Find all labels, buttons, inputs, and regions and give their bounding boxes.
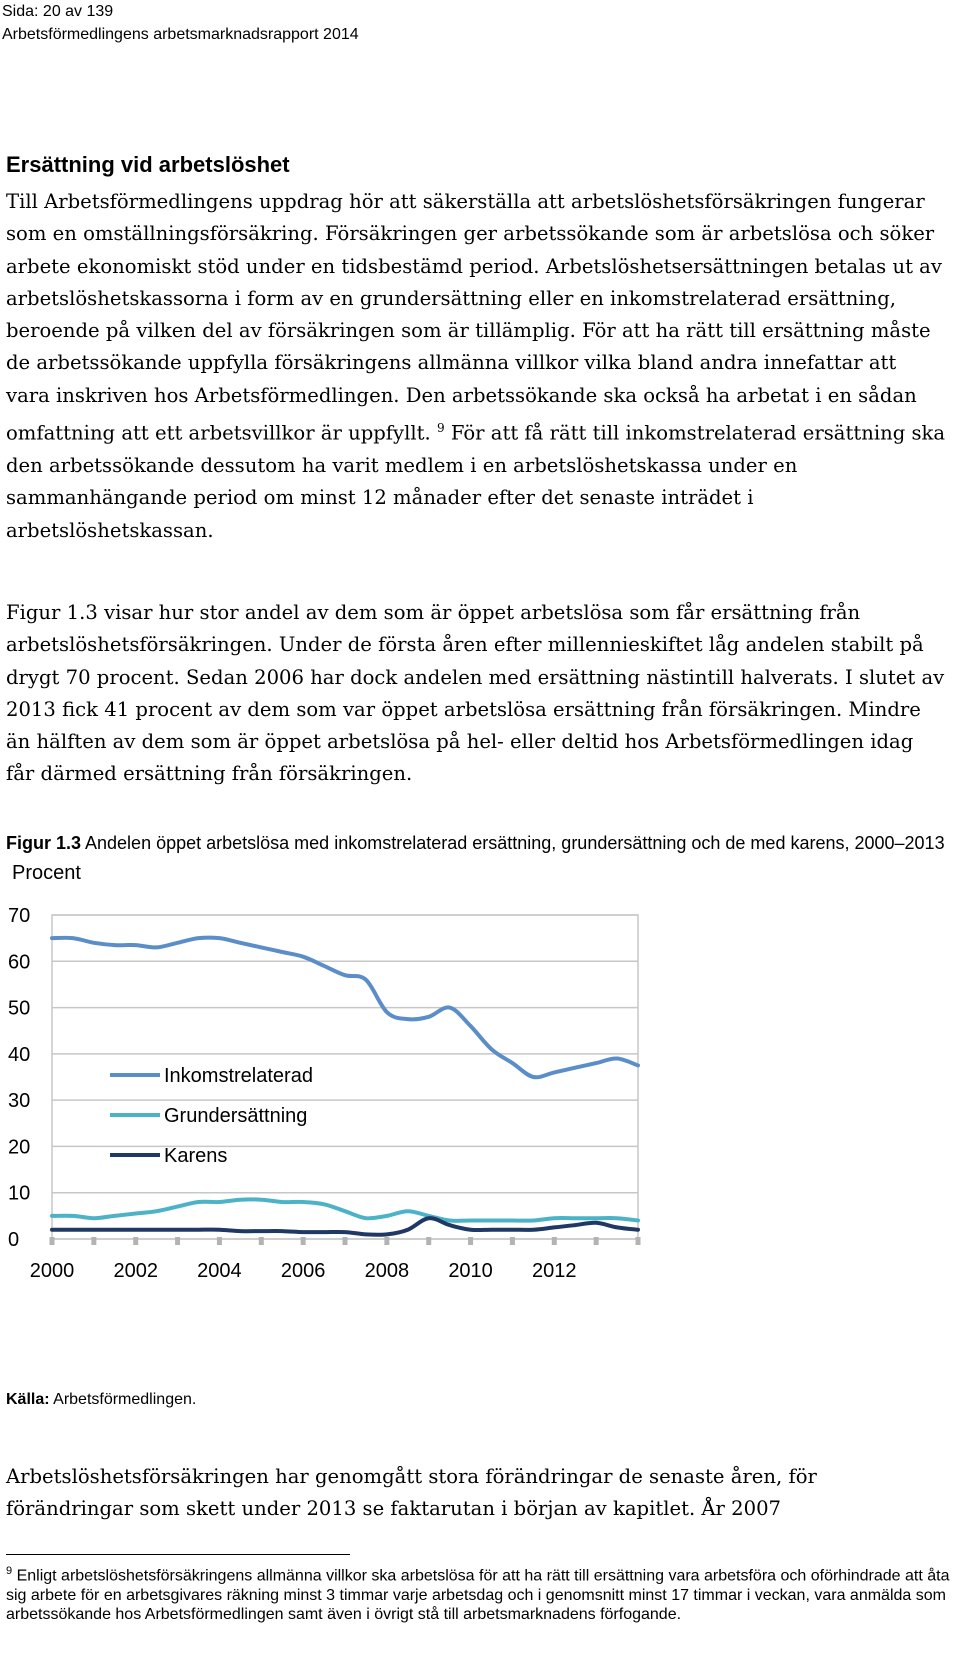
x-tick-mark — [384, 1237, 389, 1245]
body-paragraph-3: Arbetslöshetsförsäkringen har genomgått stora förändringar de senaste åren, för förändringar som skett under 2013 se faktarutan i början av kapitlet. År 2007 — [6, 1465, 817, 1521]
y-tick-label: 10 — [8, 1182, 31, 1205]
body-paragraph-2: Figur 1.3 visar hur stor andel av dem som är öppet arbetslösa som får ersättning från arbetslöshetsförsäkringen. Under de första åren efter millennieskiftet låg andelen stabilt på drygt 70 procent. Sedan 2006 har dock andelen med ersättning nästintill halverats. I slutet av 2013 fick 41 procent av dem som var öppet arbetslösa ersättning från försäkringen. Mindre än hälften av dem som är öppet arbetslösa på hel- eller deltid hos Arbetsförmedlingen idag får därmed ersättning från försäkringen. — [6, 601, 945, 786]
x-tick-mark — [301, 1237, 306, 1245]
x-tick-label: 2000 — [29, 1260, 75, 1282]
x-tick-label: 2010 — [448, 1260, 493, 1282]
figure-caption-text: Andelen öppet arbetslösa med inkomstrelaterad ersättning, grundersättning och de med karens, 2000–2013 — [81, 833, 945, 853]
x-tick-mark — [468, 1237, 473, 1245]
y-tick-label: 20 — [8, 1136, 31, 1159]
y-tick-label: 70 — [8, 905, 31, 927]
x-tick-mark — [175, 1237, 180, 1245]
line-chart — [0, 862, 700, 1358]
footnote-number: 9 — [6, 1565, 13, 1577]
x-tick-label: 2012 — [532, 1260, 577, 1282]
series-line-grundersättning — [52, 1199, 638, 1220]
x-tick-mark — [594, 1237, 599, 1245]
section-heading: Ersättning vid arbetslöshet — [6, 152, 290, 177]
y-tick-label: 30 — [8, 1090, 31, 1113]
footnote-reference[interactable]: 9 — [436, 421, 445, 436]
series-line-karens — [52, 1218, 638, 1235]
x-tick-mark — [91, 1237, 96, 1245]
x-tick-label: 2002 — [113, 1260, 158, 1282]
y-tick-label: 60 — [8, 951, 31, 974]
y-tick-label: 0 — [8, 1229, 20, 1251]
footnote-text: Enligt arbetslöshetsförsäkringens allmänna villkor ska arbetslösa för att ha rätt till ersättning vara arbetsföra och oförhindrade att åta sig arbete för en arbetsgivares räkning minst 3 timmar varje arbetsdag och i genomsnitt minst 17 timmar i veckan, vara anmälda som arbetssökande hos Arbetsförmedlingen samt även i övrigt stå till arbetsmarknadens förfogande. — [6, 1567, 950, 1623]
page-number: Sida: 20 av 139 — [2, 3, 114, 20]
source-text: Arbetsförmedlingen. — [49, 1391, 197, 1408]
y-tick-label: 50 — [8, 997, 31, 1020]
body-paragraph-1 — [6, 186, 946, 547]
legend-label: Inkomstrelaterad — [164, 1065, 313, 1087]
x-tick-mark — [552, 1237, 557, 1245]
report-title: Arbetsförmedlingens arbetsmarknadsrapport 2014 — [2, 26, 359, 43]
x-tick-mark — [343, 1237, 348, 1245]
x-tick-mark — [217, 1237, 222, 1245]
figure-label: Figur 1.3 — [6, 833, 82, 853]
y-tick-label: 40 — [8, 1043, 31, 1066]
chart-source — [6, 1391, 196, 1409]
figure-caption — [6, 831, 946, 855]
footnote — [6, 1562, 956, 1624]
legend — [110, 1065, 313, 1167]
x-tick-mark — [133, 1237, 138, 1245]
footnote-divider — [6, 1554, 350, 1555]
x-tick-mark — [259, 1237, 264, 1245]
x-tick-label: 2006 — [280, 1260, 326, 1282]
x-tick-mark — [50, 1237, 55, 1245]
x-tick-mark — [510, 1237, 515, 1245]
paragraph-text: Till Arbetsförmedlingens uppdrag hör att säkerställa att arbetslöshetsförsäkringen fungerar som en omställningsförsäkring. Försäkringen ger arbetssökande som är arbetslösa och söker arbete ekonomiskt stöd under en tidsbestämd period. Arbetslöshetsersättningen betalas ut av arbetslöshetskassorna i form av en grundersättning eller en inkomstrelaterad ersättning, beroende på vilken del av försäkringen som är tillämplig. För att ha rätt till ersättning måste de arbetssökande uppfylla försäkringens allmänna villkor vilka bland andra innefattar att vara inskriven hos Arbetsförmedlingen. Den arbetssökande ska också ha arbetat i en sådan omfattning att ett arbetsvillkor är uppfyllt. — [6, 190, 942, 445]
x-tick-label: 2004 — [197, 1260, 242, 1282]
x-tick-mark — [636, 1237, 641, 1245]
y-axis-title: Procent — [12, 862, 81, 884]
legend-label: Karens — [164, 1145, 228, 1167]
source-label: Källa: — [6, 1391, 50, 1408]
running-header — [2, 0, 359, 46]
x-tick-label: 2008 — [364, 1260, 410, 1282]
legend-label: Grundersättning — [164, 1105, 308, 1127]
series-lines — [52, 938, 638, 1235]
paragraph-text: För att få rätt till inkomstrelaterad ersättning ska den arbetssökande dessutom ha varit medlem i en arbetslöshetskassa under en sammanhängande period om minst 12 månader efter det senaste inträdet i arbetslöshetskassan. — [6, 421, 946, 542]
x-tick-mark — [426, 1237, 431, 1245]
